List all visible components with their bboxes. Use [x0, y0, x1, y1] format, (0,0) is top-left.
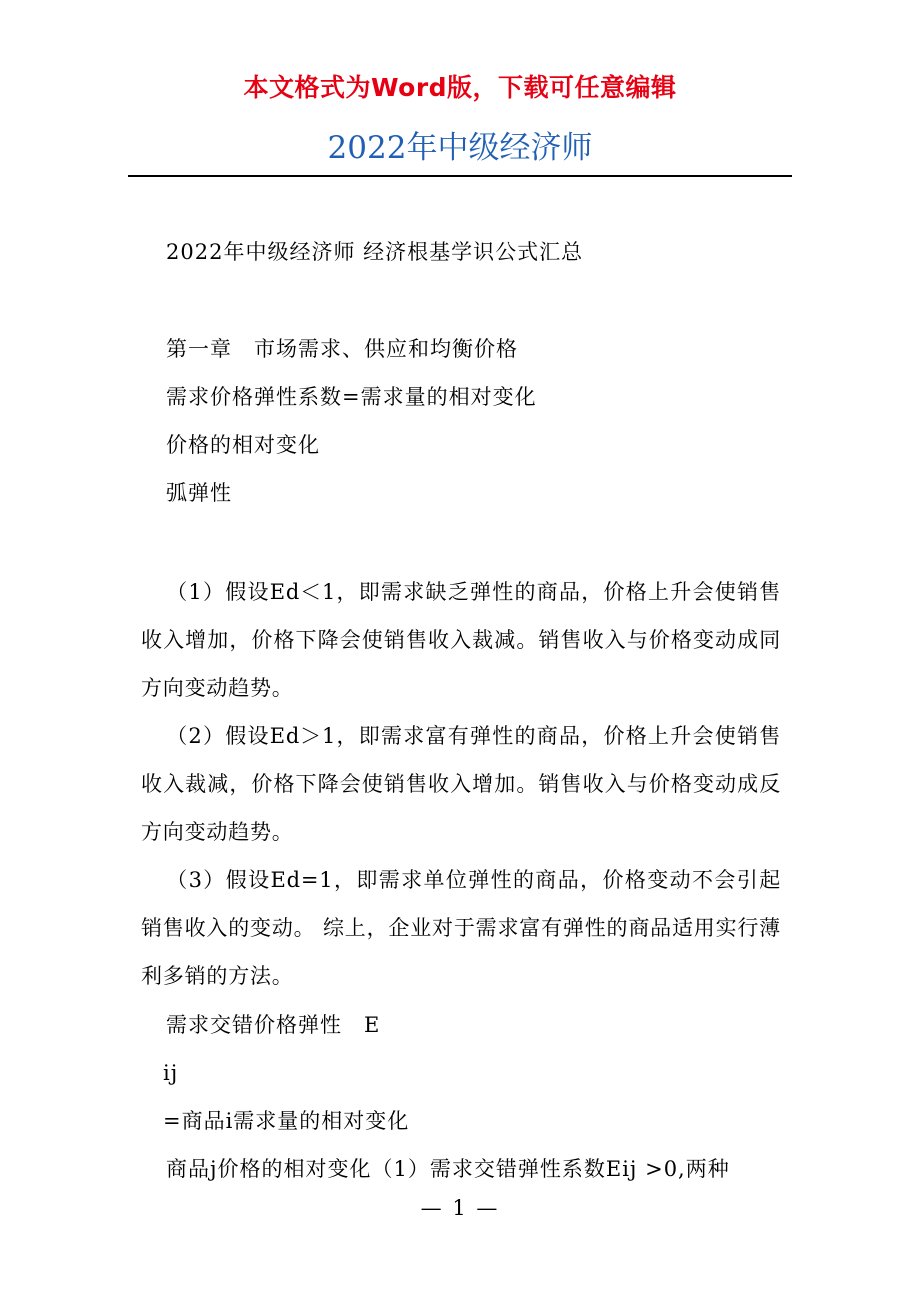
formula-subscript-line: ij — [163, 1061, 179, 1085]
paragraph: （2）假设Ed＞1，即需求富有弹性的商品，价格上升会使销售收入裁减，价格下降会使销售收入增加。销售收入与价格变动成反方向变动趋势。 — [141, 724, 781, 844]
chapter-heading: 第一章 市场需求、供应和均衡价格 — [166, 337, 518, 361]
formula-line: 需求价格弹性系数=需求量的相对变化 — [166, 385, 537, 409]
formula-line: 商品j价格的相对变化（1）需求交错弹性系数Eij >0,两种 — [166, 1157, 730, 1181]
download-banner: 本文格式为Word版，下载可任意编辑 — [243, 73, 677, 102]
page-number: — 1 — — [420, 1196, 500, 1220]
paragraph: （1）假设Ed＜1，即需求缺乏弹性的商品，价格上升会使销售收入增加，价格下降会使销售收入裁减。销售收入与价格变动成同方向变动趋势。 — [141, 580, 781, 700]
formula-line: 需求交错价格弹性 E — [166, 1013, 381, 1037]
paragraph: （3）假设Ed=1，即需求单位弹性的商品，价格变动不会引起销售收入的变动。 综上，企业对于需求富有弹性的商品适用实行薄利多销的方法。 — [141, 868, 781, 988]
formula-line: 价格的相对变化 — [166, 433, 320, 457]
formula-line: 弧弹性 — [166, 481, 232, 505]
article-subtitle: 2022年中级经济师 经济根基学识公式汇总 — [166, 240, 584, 264]
formula-line: =商品i需求量的相对变化 — [163, 1109, 410, 1133]
header-rule — [128, 175, 792, 177]
document-title: 2022年中级经济师 — [327, 130, 593, 166]
